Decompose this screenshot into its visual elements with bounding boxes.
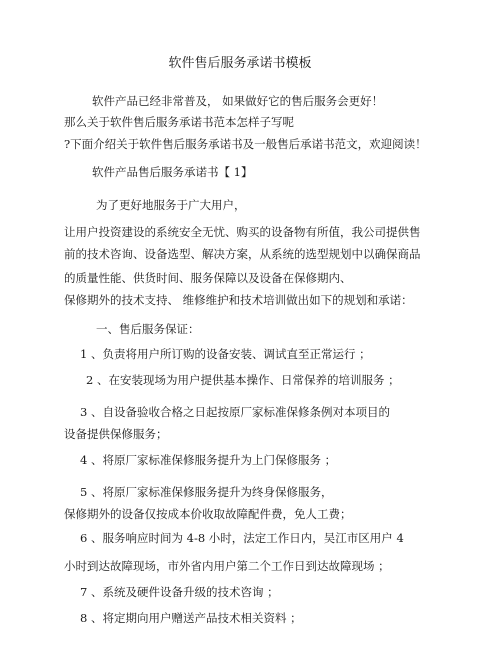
list-item: 3 、自设备验收合格之日起按原厂家标准保修条例对本项目的 bbox=[80, 405, 390, 419]
list-item: 6 、服务响应时间为 4-8 小时，法定工作日内，吴江市区用户 4 bbox=[80, 531, 404, 545]
list-item: 5 、将原厂家标准保修服务提升为终身保修服务， bbox=[80, 485, 333, 499]
intro-line-1: 软件产品已经非常普及， 如果做好它的售后服务会更好！ bbox=[92, 94, 384, 108]
section-heading: 软件产品售后服务承诺书【 1】 bbox=[92, 165, 253, 179]
list-item: 4 、将原厂家标准保修服务提升为上门保修服务 ； bbox=[80, 453, 337, 467]
body-line-4: 保修期外的技术支持、 维修维护和技术培训做出如下的规划和承诺： bbox=[64, 293, 413, 307]
list-item: 2 、在安装现场为用户提供基本操作、日常保养的培训服务 ； bbox=[86, 373, 400, 387]
subheading: 一、售后服务保证： bbox=[96, 322, 200, 336]
list-item-continuation: 设备提供保修服务； bbox=[64, 427, 168, 441]
list-item-continuation: 保修期外的设备仅按成本价收取故障配件费，免人工费； bbox=[64, 507, 352, 521]
list-item-continuation: 小时到达故障现场，市外省内用户第二个工作日到达故障现场 ； bbox=[64, 559, 390, 573]
body-line-1: 让用户投资建设的系统安全无忧、购买的设备物有所值，我公司提供售 bbox=[64, 225, 421, 239]
intro-line-3: ?下面介绍关于软件售后服务承诺书及一般售后承诺书范文，欢迎阅读！ bbox=[64, 137, 427, 151]
list-item: 7 、系统及硬件设备升级的技术咨询 ； bbox=[80, 585, 279, 599]
body-line-2: 前的技术咨询、设备选型、解决方案，从系统的选型规划中以确保商品 bbox=[64, 247, 421, 261]
body-line-3: 的质量性能、供货时间、服务保障以及设备在保修期内、 bbox=[64, 271, 352, 285]
list-item: 8 、将定期向用户赠送产品技术相关资料 ； bbox=[80, 611, 302, 625]
intro-line-2: 那么关于软件售后服务承诺书范本怎样子写呢 bbox=[64, 115, 294, 129]
salutation: 为了更好地服务于广大用户， bbox=[96, 198, 246, 212]
document-title: 软件售后服务承诺书模板 bbox=[168, 56, 312, 71]
list-item: 1 、负责将用户所订购的设备安装、调试直至正常运行 ； bbox=[80, 347, 371, 361]
